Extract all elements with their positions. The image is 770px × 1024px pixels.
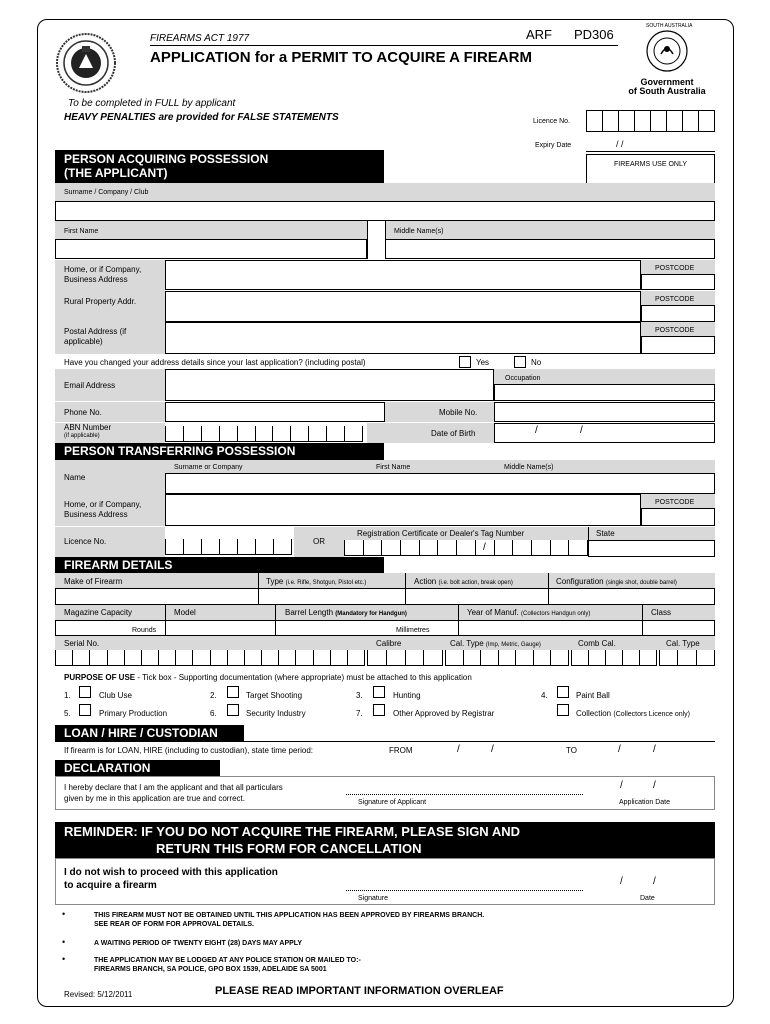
transferor-licence-input[interactable] (165, 539, 292, 555)
cancel-signature-label: Signature (358, 895, 388, 902)
cancel-slash-1: / (620, 876, 623, 887)
reminder-banner: REMINDER: IF YOU DO NOT ACQUIRE THE FIREARM, PLEASE SIGN AND RETURN THIS FORM FOR CANCELLATION (55, 822, 715, 858)
transferor-address-label: Home, or if Company, Business Address (64, 500, 142, 519)
transferor-heading: PERSON TRANSFERRING POSSESSION (55, 443, 384, 460)
bullet-3: • (62, 954, 66, 964)
middle-names-input[interactable] (385, 239, 715, 259)
bullet-1: • (62, 909, 66, 919)
registration-input[interactable] (344, 540, 588, 556)
middle-names-label: Middle Name(s) (394, 228, 444, 235)
applicant-heading: PERSON ACQUIRING POSSESSION (THE APPLICANT) (55, 150, 384, 183)
changed-yes-checkbox[interactable] (459, 356, 471, 368)
security-industry-checkbox[interactable] (227, 704, 239, 716)
penalties-notice: HEAVY PENALTIES are provided for FALSE STATEMENTS (64, 112, 339, 123)
declaration-text1: I hereby declare that I am the applicant and that all particulars (64, 783, 283, 792)
transferor-name-label: Name (64, 473, 86, 482)
overleaf-notice: PLEASE READ IMPORTANT INFORMATION OVERLEAF (215, 985, 504, 997)
or-label: OR (313, 537, 325, 546)
reminder-text2: to acquire a firearm (64, 880, 157, 891)
purpose-label: PURPOSE OF USE - Tick box - Supporting documentation (where appropriate) must be attached to this application (64, 673, 472, 682)
purpose-num-5: 5. (64, 709, 71, 718)
mobile-label: Mobile No. (439, 408, 478, 417)
dob-slash-1: / (535, 425, 538, 436)
type-label: Type (i.e. Rifle, Shotgun, Pistol etc.) (266, 577, 367, 586)
calibre-label: Calibre (376, 639, 402, 648)
postal-address-input[interactable] (165, 322, 641, 354)
configuration-label: Configuration (single shot, double barrel) (556, 577, 677, 586)
cal-type-input[interactable] (445, 650, 569, 666)
cal-type2-input[interactable] (659, 650, 715, 666)
action-label: Action (i.e. bolt action, break open) (414, 577, 513, 586)
yes-label: Yes (476, 358, 490, 367)
collection-label: Collection (Collectors Licence only) (576, 709, 691, 718)
declaration-heading: DECLARATION (55, 760, 220, 776)
occupation-label: Occupation (505, 375, 541, 382)
expiry-date-label: Expiry Date (535, 142, 572, 149)
licence-no-label: Licence No. (533, 118, 570, 125)
purpose-num-1: 1. (64, 691, 71, 700)
dob-label: Date of Birth (431, 429, 476, 438)
home-address-label: Home, or if Company, Business Address (64, 265, 142, 284)
purpose-num-2: 2. (210, 691, 217, 700)
loan-to-label: TO (566, 746, 577, 755)
gov-line2: of South Australia (628, 86, 706, 96)
year-label: Year of Manuf. (Collectors Handgun only) (467, 608, 591, 617)
transferor-licence-label: Licence No. (64, 537, 107, 546)
mobile-input[interactable] (494, 402, 715, 422)
first-name-input[interactable] (55, 239, 367, 259)
home-address-input[interactable] (165, 260, 641, 290)
purpose-num-3: 3. (356, 691, 363, 700)
target-shooting-label: Target Shooting (246, 691, 303, 700)
note-3-line2: FIREARMS BRANCH, SA POLICE, GPO BOX 1539, ADELAIDE SA 5001 (94, 966, 327, 973)
cal-type2-label: Cal. Type (666, 639, 700, 648)
postal-address-label: Postal Address (if applicable) (64, 327, 127, 346)
applicant-signature-line[interactable] (346, 794, 583, 795)
decl-slash-1: / (620, 780, 623, 791)
transferor-first-name-label: First Name (376, 464, 411, 471)
rural-postcode-label: POSTCODE (655, 296, 695, 303)
surname-label: Surname / Company / Club (64, 189, 149, 196)
state-label: State (596, 529, 615, 538)
note-1-line2: SEE REAR OF FORM FOR APPROVAL DETAILS. (94, 921, 254, 928)
revised-date: Revised: 5/12/2011 (64, 990, 133, 999)
note-1-line1: THIS FIREARM MUST NOT BE OBTAINED UNTIL THIS APPLICATION HAS BEEN APPROVED BY FIREARMS BRANCH. (94, 912, 485, 919)
class-label: Class (651, 608, 672, 617)
abn-note: (if applicable) (64, 433, 100, 439)
transferor-name-input[interactable] (165, 473, 715, 494)
email-input[interactable] (165, 369, 494, 401)
note-2-line1: A WAITING PERIOD OF TWENTY EIGHT (28) DAYS MAY APPLY (94, 940, 303, 947)
transferor-postcode-input[interactable] (641, 508, 715, 526)
from-slash-2: / (491, 744, 494, 755)
seal-text: SOUTH AUSTRALIA (646, 23, 693, 29)
email-label: Email Address (64, 381, 116, 390)
postal-postcode-input[interactable] (641, 336, 715, 354)
make-label: Make of Firearm (64, 577, 123, 586)
other-approved-label: Other Approved by Registrar (393, 709, 495, 718)
note-3-line1: THE APPLICATION MAY BE LODGED AT ANY POLICE STATION OR MAILED TO:- (94, 957, 361, 964)
form-title: APPLICATION for a PERMIT TO ACQUIRE A FIREARM (150, 49, 532, 66)
barrel-label: Barrel Length (Mandatory for Handgun) (285, 608, 407, 617)
rural-postcode-input[interactable] (641, 305, 715, 322)
no-label: No (531, 358, 542, 367)
home-postcode-label: POSTCODE (655, 265, 695, 272)
bullet-2: • (62, 937, 66, 947)
to-slash-1: / (618, 744, 621, 755)
cancel-date-label: Date (640, 895, 655, 902)
surname-input[interactable] (55, 201, 715, 221)
to-slash-2: / (653, 744, 656, 755)
state-input[interactable] (588, 540, 715, 557)
comb-cal-label: Comb Cal. (578, 639, 616, 648)
hunting-checkbox[interactable] (373, 686, 385, 698)
cancel-signature-line[interactable] (346, 890, 583, 891)
to-be-completed: To be completed in FULL by applicant (68, 98, 236, 109)
declaration-text2: given by me in this application are true and correct. (64, 794, 245, 803)
dob-input[interactable] (494, 423, 715, 443)
purpose-num-4: 4. (541, 691, 548, 700)
application-date-label: Application Date (619, 799, 670, 806)
reminder-text1: I do not wish to proceed with this application (64, 867, 278, 878)
signature-of-applicant-label: Signature of Applicant (358, 799, 427, 806)
target-shooting-checkbox[interactable] (227, 686, 239, 698)
dob-slash-2: / (580, 425, 583, 436)
loan-from-label: FROM (389, 746, 413, 755)
paint-ball-checkbox[interactable] (557, 686, 569, 698)
cancel-slash-2: / (653, 876, 656, 887)
purpose-num-7: 7. (356, 709, 363, 718)
other-approved-checkbox[interactable] (373, 704, 385, 716)
registration-slash: / (483, 542, 486, 553)
calibre-input[interactable] (367, 650, 443, 666)
act-label: FIREARMS ACT 1977 (150, 33, 250, 44)
expiry-slashes: / / (616, 139, 624, 149)
changed-no-checkbox[interactable] (514, 356, 526, 368)
postal-postcode-label: POSTCODE (655, 327, 695, 334)
phone-input[interactable] (165, 402, 385, 422)
hunting-label: Hunting (393, 691, 421, 700)
loan-heading: LOAN / HIRE / CUSTODIAN (55, 725, 244, 741)
changed-address-question: Have you changed your address details since your last application? (including postal) (64, 358, 366, 367)
millimetres-label: Millimetres (396, 627, 430, 634)
firearm-heading: FIREARM DETAILS (55, 557, 384, 573)
primary-production-label: Primary Production (99, 709, 168, 718)
form-number: PD306 (574, 27, 614, 42)
firearms-use-only-label: FIREARMS USE ONLY (614, 161, 687, 168)
firearm-row1-input[interactable] (55, 588, 715, 605)
abn-input[interactable] (165, 426, 363, 442)
first-name-label: First Name (64, 228, 99, 235)
rounds-label: Rounds (132, 627, 157, 634)
rural-address-label: Rural Property Addr. (64, 297, 137, 306)
purpose-num-6: 6. (210, 709, 217, 718)
rural-address-input[interactable] (165, 291, 641, 322)
decl-slash-2: / (653, 780, 656, 791)
transferor-middle-label: Middle Name(s) (504, 464, 554, 471)
serial-label: Serial No. (64, 639, 100, 648)
abn-label: ABN Number (64, 423, 112, 432)
collection-checkbox[interactable] (557, 704, 569, 716)
model-label: Model (174, 608, 196, 617)
form-code: ARF (526, 27, 552, 42)
magazine-label: Magazine Capacity (64, 608, 133, 617)
office-licence-boxes[interactable] (586, 110, 715, 132)
loan-text: If firearm is for LOAN, HIRE (including to custodian), state time period: (64, 746, 313, 755)
from-slash-1: / (457, 744, 460, 755)
security-industry-label: Security Industry (246, 709, 306, 718)
government-seal-icon (645, 29, 689, 73)
police-crest-icon (55, 32, 117, 94)
serial-input[interactable] (55, 650, 365, 666)
transferor-postcode-label: POSTCODE (655, 499, 695, 506)
gov-line1: Government (640, 77, 694, 87)
paint-ball-label: Paint Ball (576, 691, 610, 700)
transferor-address-input[interactable] (165, 494, 641, 526)
phone-label: Phone No. (64, 408, 102, 417)
occupation-input[interactable] (494, 384, 715, 401)
transferor-surname-label: Surname or Company (174, 464, 243, 471)
primary-production-checkbox[interactable] (79, 704, 91, 716)
club-use-checkbox[interactable] (79, 686, 91, 698)
registration-label: Registration Certificate or Dealer's Tag Number (357, 529, 525, 538)
cal-type-label: Cal. Type (Imp, Metric, Gauge) (450, 639, 541, 648)
club-use-label: Club Use (99, 691, 132, 700)
comb-cal-input[interactable] (571, 650, 657, 666)
home-postcode-input[interactable] (641, 274, 715, 290)
